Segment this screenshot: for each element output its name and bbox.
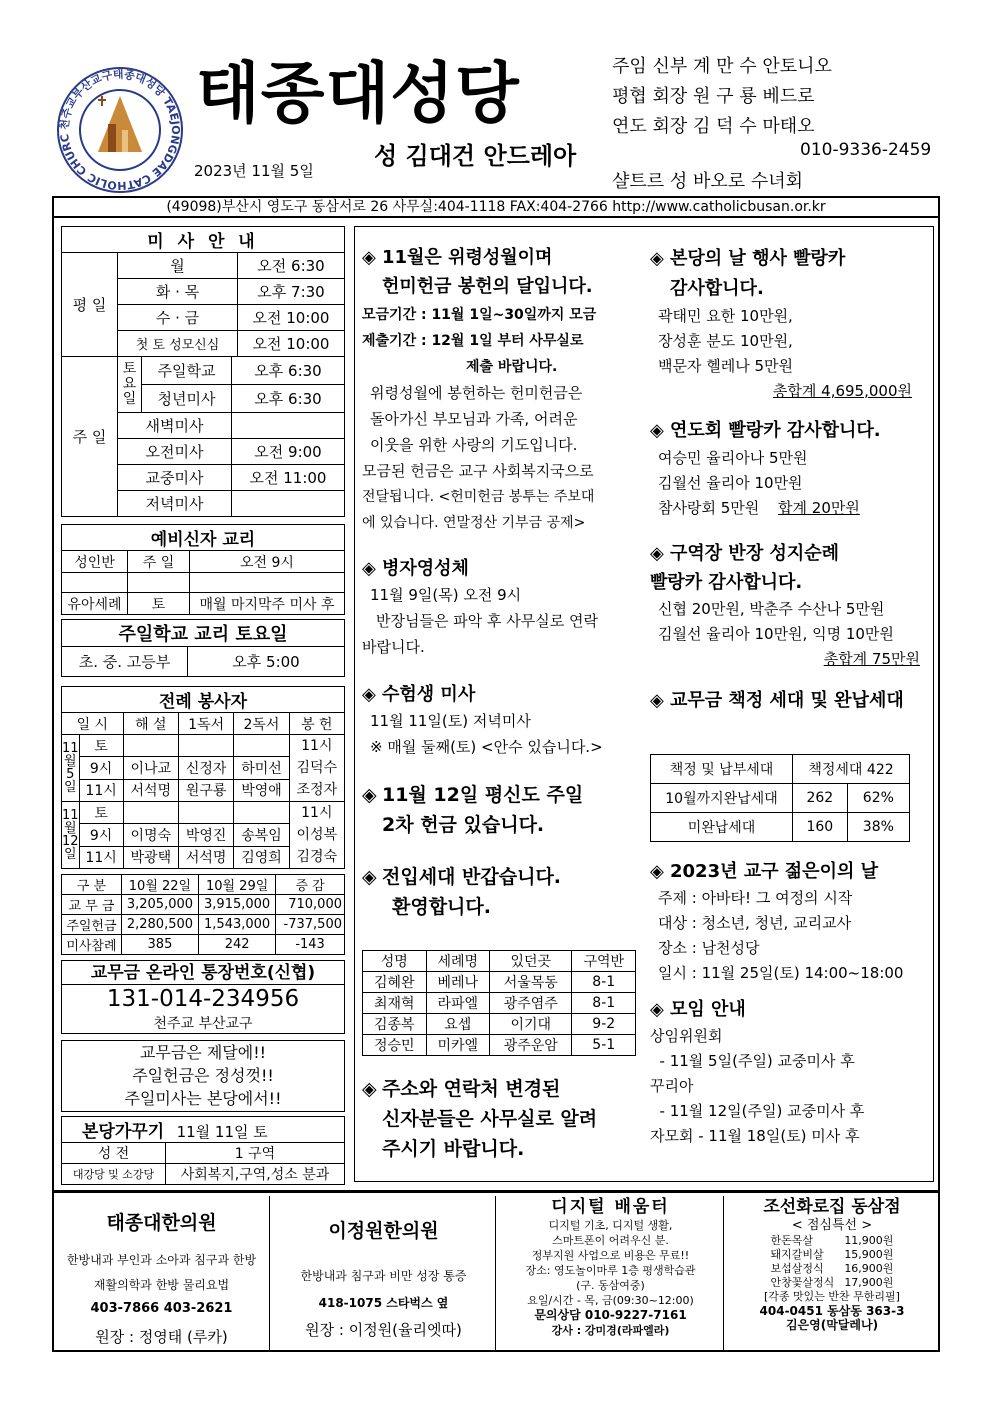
- liturgy-table: 전례 봉사자 일 시 해 설 1독서 2독서 봉 헌 11월5일 토 11시 김덕수 조정자 9시 이나교 신정자 하미선 11시 서석명 원구룡 박영애 11월12일 토 11시 이성복 김경숙 9시 이명숙 박영진 송복임 11시 박광택 서석명 김영희: [61, 686, 345, 866]
- news-column-left: ◈ 11월은 위령성월이며 헌미헌금 봉헌의 달입니다. 모금기간 : 11월 1일~30일까지 모금 제출기간 : 12월 1일 부터 사무실로 제출 바랍니다. 위령성월에 봉헌하는 헌미헌금은 돌아가신 부모님과 가족, 어려운 이웃을 위한 사랑의 기도입니다. 모금된 헌금은 교구 사회복지국으로 전달됩니다. <헌미헌금 봉투는 주보대 에 있습니다. 연말정산 기부금 공제> ◈ 병자영성체 11월 9일(목) 오전 9시 반장님들은 파악 후 사무실로 연락 바랍니다. ◈ 수험생 미사 11월 11일(토) 저녁미사 ※ 매월 둘째(토) <안수 있습니다.> ◈ 11월 12일 평신도 주일 2차 헌금 있습니다. ◈ 전입세대 반갑습니다. 환영합니다.: [362, 244, 644, 922]
- diamond-icon: ◈: [650, 690, 664, 711]
- youth-day: ◈ 2023년 교구 젊은이의 날 주제 : 아바타! 그 여정의 시작 대상 : 청소년, 청년, 교리교사 장소 : 남천성당 일시 : 11월 25일(토) 14:00~18:00 ◈ 모임 안내 상임위원회 - 11월 5일(주일) 교중미사 후 꾸리아 - 11월 12일(주일) 교중미사 후 자모회 - 11월 18일(토) 미사 후: [650, 858, 932, 1149]
- diamond-icon: ◈: [650, 999, 664, 1020]
- phone: 010-9336-2459: [800, 140, 932, 160]
- ad-leejungwon-clinic: 이정원한의원 한방내과 침구과 비만 성장 통증 418-1075 스타벅스 옆 원장 : 이정원(율리엣따): [272, 1196, 496, 1350]
- diamond-icon: ◈: [650, 420, 664, 441]
- account-box: 교무금 온라인 통장번호(신협) 131-014-234956 천주교 부산교구: [61, 960, 345, 1034]
- church-seal: [56, 66, 184, 194]
- diamond-icon: ◈: [650, 861, 664, 882]
- diamond-icon: ◈: [362, 247, 376, 268]
- sunday-school: 주일학교 교리 토요일 초. 중. 고등부 오후 5:00: [61, 619, 345, 677]
- address-bar: (49098)부산시 영도구 동삼서로 26 사무실:404-1118 FAX:404-2766 http://www.catholicbusan.or.kr: [52, 196, 940, 218]
- diamond-icon: ◈: [362, 784, 377, 806]
- page-title: 태종대성당: [196, 55, 520, 132]
- diamond-icon: ◈: [362, 1078, 377, 1100]
- diamond-icon: ◈: [362, 684, 376, 705]
- ad-taejongdae-clinic: 태종대한의원 한방내과 부인과 소아과 침구과 한방 재활의학과 한방 물리요법 403-7866 403-2621 원장 : 정영태 (루카): [54, 1196, 270, 1350]
- mass-schedule: 미 사 안 내 평 일 월 오전 6:30 화 · 목 오후 7:30 수 · 금 오전 10:00 첫 토 성모신심 오전 10:00: [61, 226, 345, 357]
- slogan-box: 교무금은 제달에!! 주일헌금은 정성껏!! 주일미사는 본당에서!!: [61, 1040, 345, 1112]
- new-members-table: 성명 세례명 있던곳 구역반 김혜완 베레나 서울목동 8-1 최재혁 라파엘 광주염주 8-1 김종복 요셉 이기대 9-2 정승민 미카엘 광주운암 5-1: [362, 950, 636, 1050]
- ad-bbq-restaurant: 조선화로집 동삼점 < 점심특선 > 한돈목살 11,900원 돼지갈비살 15,900원 보섭살정식 16,900원 안창꽃살정식 17,900원 [각종 맛있는 반찬 무한리필] 404-0451 동삼동 363-3 김은영(막달레나): [759, 1197, 905, 1332]
- catechumen-table: 예비신자 교리 성인반 주 일 오전 9시 유아세례 토 매월 마지막주 미사 후: [61, 524, 345, 612]
- issue-date: 2023년 11월 5일: [194, 162, 314, 180]
- staff-list: 주임 신부 계 만 수 안토니오 평협 회장 원 구 룡 베드로 연도 회장 김 덕 수 마태오: [612, 56, 832, 137]
- news-column-right: ◈ 본당의 날 행사 빨랑카 감사합니다. 곽태민 요한 10만원, 장성훈 분도 10만원, 백문자 헬레나 5만원 총합계 4,695,000원 ◈ 연도회 빨랑카 감사합니다. 여승민 율리아나 5만원 김월선 율리아 10만원 참사랑회 5만원 합계 20만원 ◈ 구역장 반장 성지순례 빨랑카 감사합니다. 신협 20만원, 박춘주 수산나 5만원 김월선 율리아 10만원, 익명 10만원 총합계 75만원 ◈ 교무금 책정 세대 및 완납세대: [650, 244, 932, 716]
- ad-digital-learning: 디지털 배움터 디지털 기초, 디지털 생활, 스마트폰이 어려우신 분. 정부지원 사업으로 비용은 무료!! 장소: 영도놀이마루 1층 평생학습관 (구. 동삼여중) 요일/시간 - 목, 금(09:30~12:00) 문의상담 010-9227-7161 강사 : 강미경(라파엘라): [498, 1196, 724, 1350]
- diamond-icon: ◈: [650, 248, 664, 269]
- patron-saint: 성 김대건 안드레아: [374, 142, 577, 170]
- offering-table: 구 분 10월 22일 10월 29일 증 감 교 무 금 3,205,000 3,915,000 710,000 주일헌금 2,280,500 1,543,000 -737,500 미사참례 385 242 -143: [61, 874, 345, 952]
- sisters: 샬트르 성 바오로 수녀회: [612, 171, 804, 192]
- mass-sunday: 주 일 토요일 주일학교 오후 6:30 청년미사 오후 6:30 새벽미사 오전미사 오전 9:00 교중미사 오전 11:00 저녁미사: [61, 356, 345, 517]
- tithe-table: 책정 및 납부세대 책정세대 422 10월까지완납세대 262 62% 미완납세대 160 38%: [650, 754, 910, 842]
- svg-text:천주교부산교구태종대성당 TAEJONGDAE CATHOL: 천주교부산교구태종대성당 TAEJONGDAE CATHOLIC CHURC: [57, 67, 183, 193]
- address-change-notice: ◈ 주소와 연락처 변경된 신자분들은 사무실로 알려 주시기 바랍니다.: [362, 1074, 644, 1164]
- account-number: 131-014-234956: [106, 986, 300, 1012]
- diamond-icon: ◈: [362, 558, 376, 579]
- decor-table: 본당가꾸기 11월 11일 토 성 전 1 구역 대강당 및 소강당 사회복지,구역,성소 분과: [61, 1116, 345, 1182]
- diamond-icon: ◈: [650, 543, 664, 564]
- diamond-icon: ◈: [362, 866, 377, 888]
